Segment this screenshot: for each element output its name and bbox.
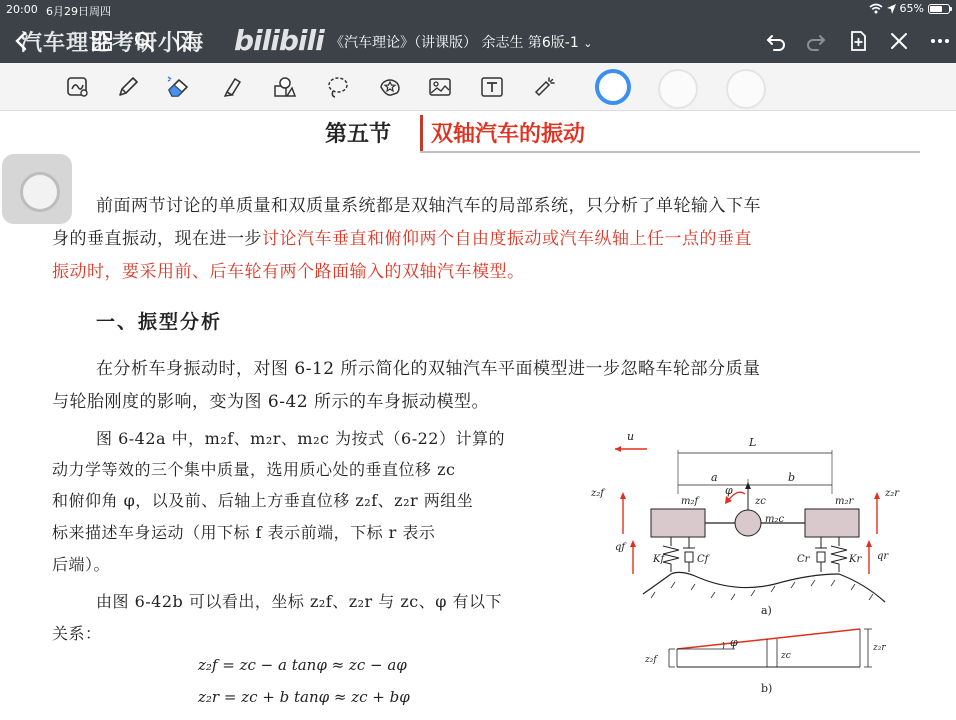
redo-button[interactable]: [804, 29, 828, 53]
spring-rear: [831, 537, 847, 572]
para3-line1: 图 6-42a 中，m₂f、m₂r、m₂c 为按式（6-22）计算的: [96, 429, 505, 448]
laser-pointer-icon: [531, 74, 557, 100]
label-m2r: m₂r: [835, 496, 854, 507]
label-z2r-right: z₂r: [885, 488, 900, 499]
road-profile: [643, 572, 885, 602]
tool-highlighter[interactable]: [216, 71, 248, 103]
zc-arrowhead: [745, 482, 751, 489]
label-Kf: Kf: [653, 554, 665, 565]
close-edit-button[interactable]: [887, 29, 911, 53]
section-title: 双轴汽车的振动: [431, 121, 586, 147]
more-options-button[interactable]: [928, 29, 952, 53]
figure-6-42: [585, 424, 905, 714]
label-phi: φ: [725, 484, 733, 497]
label-L: L: [749, 436, 757, 449]
caption-b: b): [761, 682, 773, 695]
para4-line1: 由图 6-42b 可以看出，坐标 z₂f、z₂r 与 zc、φ 有以下: [96, 592, 503, 611]
label-b: b: [788, 471, 796, 484]
color-white[interactable]: [658, 69, 698, 109]
damper-rear: [815, 537, 827, 572]
close-pen-icon: [887, 29, 911, 53]
tool-lasso-zoom[interactable]: [62, 71, 94, 103]
para1-line2: [52, 223, 752, 256]
section-heading: [325, 117, 585, 148]
lasso-zoom-icon: [65, 74, 91, 100]
tool-lasso[interactable]: [322, 71, 354, 103]
document-title[interactable]: [330, 32, 592, 52]
battery-percent: 65%: [899, 2, 924, 15]
image-icon: [427, 74, 453, 100]
label-Kr: Kr: [849, 554, 862, 565]
label-zc-b: zc: [781, 651, 791, 661]
road-hatching: [651, 580, 873, 600]
label-z2f-b: z₂f: [645, 655, 657, 665]
z2f-dim: [669, 649, 675, 667]
tool-pen[interactable]: [112, 71, 144, 103]
qr-arrowhead: [866, 540, 872, 547]
mass-m2r: [805, 509, 859, 537]
damper-front: [683, 537, 695, 572]
para1-line2-highlight: 讨论汽车垂直和俯仰两个自由度振动或汽车纵轴上任一点的垂直: [262, 229, 752, 249]
label-zc: zc: [755, 496, 766, 507]
caption-a: a): [761, 604, 772, 617]
vehicle-model-diagram: [585, 424, 905, 714]
status-time: 20:00: [6, 3, 38, 16]
z2f-arrowhead: [620, 492, 626, 499]
color-blue-selected[interactable]: [595, 69, 631, 105]
label-z2f-left: z₂f: [591, 488, 604, 499]
chevron-down-icon: ⌄: [583, 37, 593, 50]
formula-z2f: z₂f = zc − a tanφ ≈ zc − aφ: [198, 656, 407, 674]
floating-assistive-button[interactable]: [2, 154, 72, 224]
undo-button[interactable]: [764, 29, 788, 53]
label-u: u: [627, 430, 635, 443]
add-page-button[interactable]: [846, 29, 870, 53]
shapes-icon: [271, 74, 297, 100]
document-page[interactable]: [0, 111, 956, 720]
label-m2c: m₂c: [765, 514, 785, 525]
z2r-arrowhead: [874, 492, 880, 499]
watermark-text: 汽车理论考研小海: [20, 31, 205, 56]
status-date: 6月29日周四: [46, 5, 111, 18]
heading-underline: [420, 151, 920, 153]
tool-sticker[interactable]: [374, 71, 406, 103]
lasso-icon: [325, 74, 351, 100]
mass-m2c: [735, 510, 761, 536]
label-qf: qf: [615, 542, 626, 553]
tool-shapes[interactable]: [268, 71, 300, 103]
status-right: [869, 2, 950, 15]
label-a: a: [711, 471, 718, 484]
tool-text[interactable]: [476, 71, 508, 103]
para1-line1: 前面两节讨论的单质量和双质量系统都是双轴汽车的局部系统，只分析了单轮输入下车: [96, 196, 761, 216]
para3-line4: 标来描述车身运动（用下标 f 表示前端，下标 r 表示: [52, 523, 436, 542]
dim-ext-lines: [678, 450, 832, 494]
text-icon: [479, 74, 505, 100]
spring-front: [663, 537, 679, 572]
z2r-dim: [864, 629, 872, 667]
qf-arrowhead: [630, 540, 636, 547]
phi-arc-b: [723, 642, 724, 649]
redo-icon: [804, 29, 828, 53]
section-number: 第五节: [325, 121, 392, 147]
location-icon: [887, 4, 896, 14]
label-Cf: Cf: [697, 554, 709, 565]
undo-icon: [764, 29, 788, 53]
document-title-text: 《汽车理论》（讲课版） 余志生 第6版-1: [330, 35, 579, 51]
battery-icon: [928, 4, 950, 14]
battery-level: [930, 6, 942, 12]
para1-line2-text: 身的垂直振动，现在进一步: [52, 229, 262, 249]
label-Cr: Cr: [797, 554, 810, 565]
mass-m2f: [651, 509, 705, 537]
label-m2f: m₂f: [681, 496, 699, 507]
subheading: 一、振型分析: [96, 311, 223, 333]
label-phi-b: φ: [730, 636, 738, 649]
sticker-icon: [377, 74, 403, 100]
para4-line2: 关系：: [52, 624, 102, 643]
para3-line3: 和俯仰角 φ，以及前、后轴上方垂直位移 z₂f、z₂r 两组坐: [52, 491, 474, 510]
highlighter-icon: [219, 74, 245, 100]
more-icon: [928, 29, 952, 53]
add-page-icon: [846, 29, 870, 53]
annotation-toolbar: [0, 63, 956, 111]
tool-eraser[interactable]: [162, 71, 194, 103]
para3-line2: 动力学等效的三个集中质量，选用质心处的垂直位移 zc: [52, 460, 456, 479]
label-z2r-b: z₂r: [873, 643, 886, 653]
formula-z2r: z₂r = zc + b tanφ ≈ zc + bφ: [198, 688, 410, 706]
tool-laser-pointer[interactable]: [528, 71, 560, 103]
color-white-2[interactable]: [726, 69, 766, 109]
pen-icon: [115, 74, 141, 100]
label-qr: qr: [877, 551, 889, 562]
verticals-b: [677, 629, 860, 667]
wifi-icon: [869, 3, 883, 14]
bilibili-logo: bilibili: [234, 24, 324, 57]
para1-line3: 振动时，要采用前、后车轮有两个路面输入的双轴汽车模型。: [52, 262, 525, 282]
para2-line1: 在分析车身振动时，对图 6-12 所示简化的双轴汽车平面模型进一步忽略车轮部分质量: [96, 359, 761, 379]
para2-line2: 与轮胎刚度的影响，变为图 6-42 所示的车身振动模型。: [52, 392, 489, 412]
app-top-bar: [0, 0, 956, 63]
eraser-icon: [165, 74, 191, 100]
tool-image[interactable]: [424, 71, 456, 103]
para3-line5: 后端）。: [52, 555, 111, 574]
tilted-body-line: [677, 629, 860, 649]
velocity-arrowhead: [615, 446, 621, 452]
status-bar: [0, 0, 956, 20]
